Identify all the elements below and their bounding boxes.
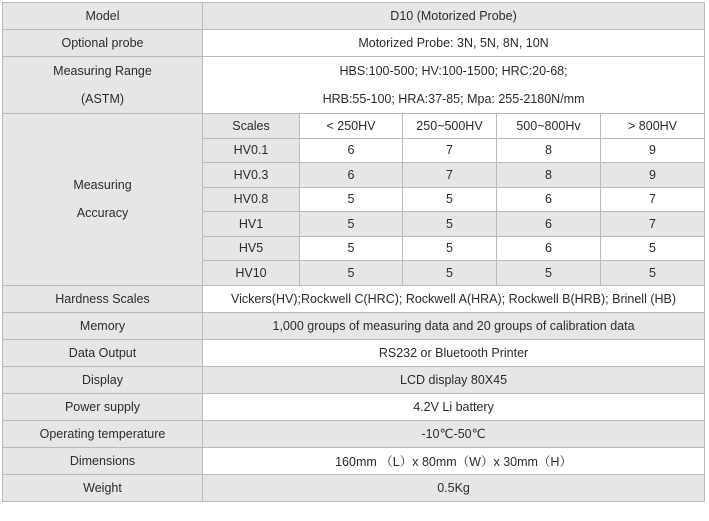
accuracy-header-cell: > 800HV: [601, 114, 705, 139]
accuracy-value-cell: 5: [403, 187, 497, 212]
memory-value: 1,000 groups of measuring data and 20 groups of calibration data: [203, 312, 705, 339]
accuracy-value-cell: 7: [403, 138, 497, 163]
operating-temperature-value: -10℃-50℃: [203, 420, 705, 447]
row-display: [3, 366, 705, 393]
accuracy-value-cell: 5: [403, 261, 497, 286]
display-value: LCD display 80X45: [203, 366, 705, 393]
accuracy-value-cell: 5: [300, 236, 403, 261]
accuracy-scale-cell: HV5: [203, 236, 300, 261]
measuring-range-value-line2: HRB:55-100; HRA:37-85; Mpa: 255-2180N/mm: [322, 92, 585, 106]
hardness-scales-label: Hardness Scales: [3, 285, 203, 312]
accuracy-scale-cell: HV10: [203, 261, 300, 286]
row-power-supply: [3, 393, 705, 420]
accuracy-value-cell: 7: [601, 187, 705, 212]
hardness-scales-value: Vickers(HV);Rockwell C(HRC); Rockwell A(HRA); Rockwell B(HRB); Brinell (HB): [203, 285, 705, 312]
row-memory: [3, 312, 705, 339]
data-output-label: Data Output: [3, 339, 203, 366]
accuracy-scale-cell: HV1: [203, 212, 300, 237]
accuracy-header-cell: < 250HV: [300, 114, 403, 139]
accuracy-value-cell: 5: [601, 261, 705, 286]
measuring-range-label: [3, 57, 203, 114]
dimensions-label: Dimensions: [3, 447, 203, 474]
power-supply-value: 4.2V Li battery: [203, 393, 705, 420]
accuracy-value-cell: 9: [601, 163, 705, 188]
row-weight: [3, 474, 705, 501]
accuracy-value-cell: 7: [403, 163, 497, 188]
memory-label: Memory: [3, 312, 203, 339]
accuracy-value-cell: 8: [497, 163, 601, 188]
measuring-range-label-line1: Measuring Range: [53, 64, 152, 78]
specification-table: [2, 2, 705, 502]
row-dimensions: [3, 447, 705, 474]
row-hardness-scales: [3, 285, 705, 312]
measuring-accuracy-label: [3, 114, 203, 286]
row-operating-temperature: [3, 420, 705, 447]
weight-label: Weight: [3, 474, 203, 501]
accuracy-scale-cell: HV0.3: [203, 163, 300, 188]
accuracy-header-row: [3, 114, 705, 139]
accuracy-scale-cell: HV0.1: [203, 138, 300, 163]
row-optional-probe: [3, 30, 705, 57]
operating-temperature-label: Operating temperature: [3, 420, 203, 447]
accuracy-value-cell: 9: [601, 138, 705, 163]
accuracy-value-cell: 5: [300, 212, 403, 237]
row-model: [3, 3, 705, 30]
accuracy-value-cell: 5: [300, 261, 403, 286]
row-measuring-range: [3, 57, 705, 114]
measuring-range-value: [203, 57, 705, 114]
measuring-range-label-line2: (ASTM): [80, 92, 125, 106]
data-output-value: RS232 or Bluetooth Printer: [203, 339, 705, 366]
display-label: Display: [3, 366, 203, 393]
accuracy-value-cell: 6: [497, 236, 601, 261]
accuracy-value-cell: 5: [403, 212, 497, 237]
accuracy-header-cell: 500~800Hv: [497, 114, 601, 139]
measuring-accuracy-label-line2: Accuracy: [76, 206, 129, 221]
accuracy-value-cell: 5: [403, 236, 497, 261]
accuracy-value-cell: 5: [601, 236, 705, 261]
row-data-output: [3, 339, 705, 366]
accuracy-value-cell: 5: [300, 187, 403, 212]
model-label: Model: [3, 3, 203, 30]
optional-probe-value: Motorized Probe: 3N, 5N, 8N, 10N: [203, 30, 705, 57]
power-supply-label: Power supply: [3, 393, 203, 420]
accuracy-value-cell: 6: [300, 163, 403, 188]
accuracy-header-cell: Scales: [203, 114, 300, 139]
accuracy-scale-cell: HV0.8: [203, 187, 300, 212]
accuracy-value-cell: 5: [497, 261, 601, 286]
accuracy-value-cell: 6: [300, 138, 403, 163]
measuring-accuracy-label-line1: Measuring: [73, 178, 132, 193]
accuracy-header-cell: 250~500HV: [403, 114, 497, 139]
weight-value: 0.5Kg: [203, 474, 705, 501]
optional-probe-label: Optional probe: [3, 30, 203, 57]
dimensions-value: 160mm （L）x 80mm（W）x 30mm（H）: [203, 447, 705, 474]
accuracy-value-cell: 7: [601, 212, 705, 237]
model-value: D10 (Motorized Probe): [203, 3, 705, 30]
accuracy-value-cell: 6: [497, 187, 601, 212]
accuracy-value-cell: 8: [497, 138, 601, 163]
measuring-range-value-line1: HBS:100-500; HV:100-1500; HRC:20-68;: [339, 64, 568, 78]
accuracy-value-cell: 6: [497, 212, 601, 237]
